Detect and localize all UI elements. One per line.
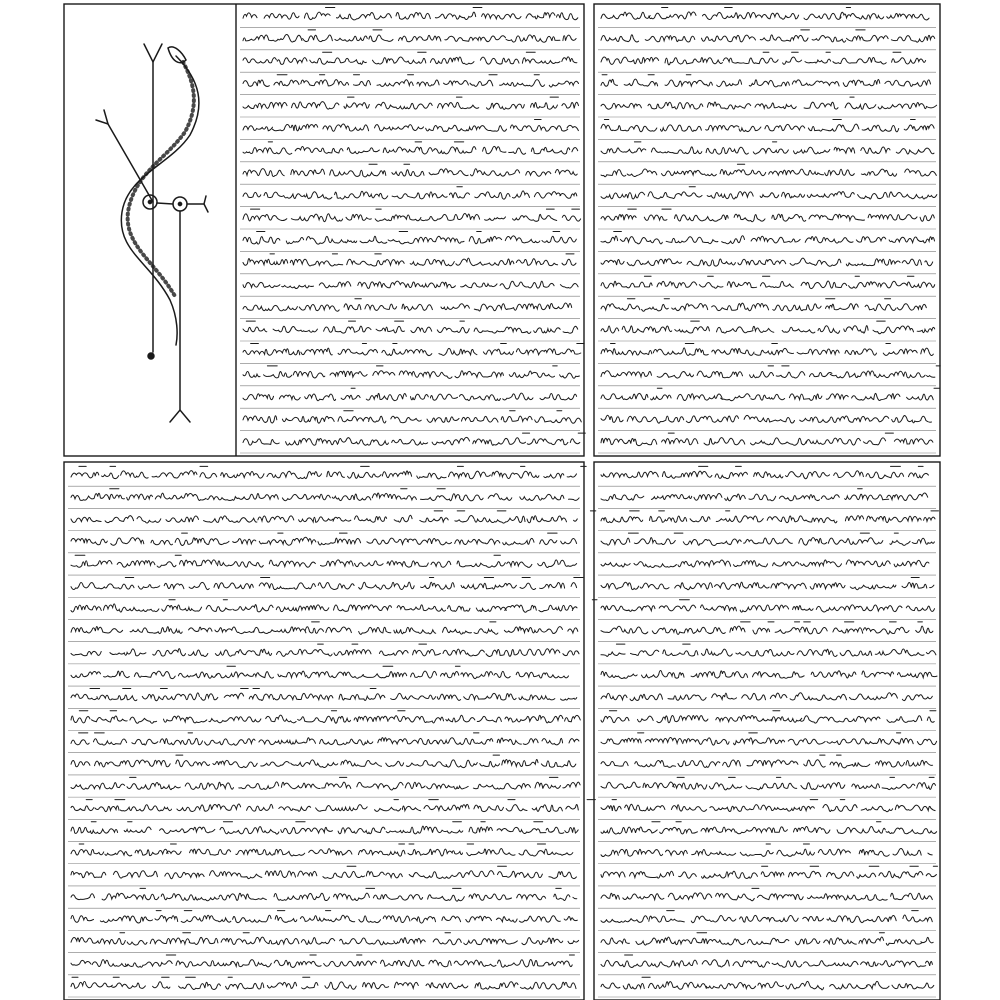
dot-mark [148,353,154,359]
node-connector [157,203,173,204]
